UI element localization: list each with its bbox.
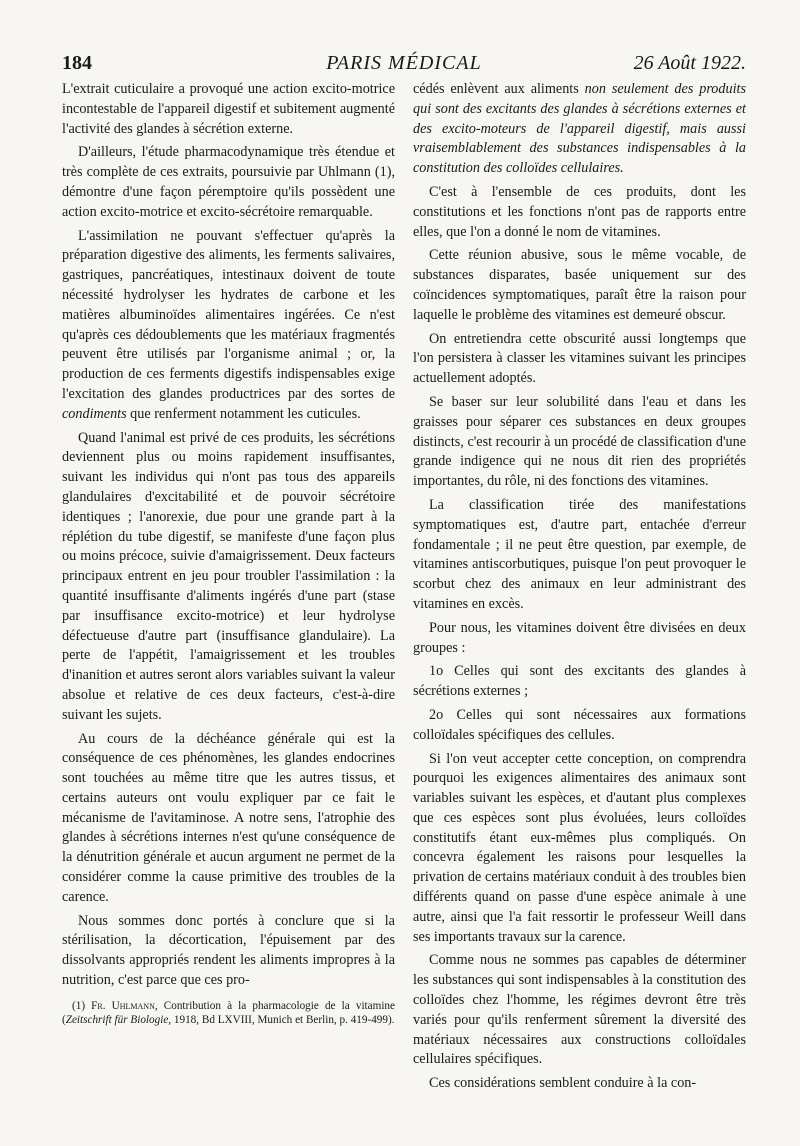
emphasis: non seulement des produits qui sont des excitants des glandes à sécrétions externes et des excito-moteurs de l'appareil digestif, mais aussi vraisemblablement des substances indispensables à la constitution des colloïdes cellulaires. <box>413 81 746 177</box>
paragraph: D'ailleurs, l'étude pharmacodynamique très étendue et très complète de ces extraits, poursuivie par Uhlmann (1), démontre d'une façon péremptoire qu'ils possèdent une action excito-motrice et excito-sécrétoire remarquable. <box>62 144 395 220</box>
issue-date: 26 Août 1922. <box>633 52 746 74</box>
left-column <box>62 80 395 1098</box>
paragraph: On entretiendra cette obscurité aussi longtemps que l'on persistera à classer les vitamines suivant les principes actuellement adoptés. <box>413 330 746 387</box>
footnote-author: Fr. Uhlmann <box>91 999 155 1012</box>
right-column <box>413 80 746 1098</box>
paragraph: L'assimilation ne pouvant s'effectuer qu'après la préparation digestive des aliments, les ferments salivaires, gastriques, pancréatiques, intestinaux doivent de toute nécessité hydrolyser les hydrates de carbone et les matières albuminoïdes alimentaires ingérées. Ce n'est qu'après ces dédoublements que les matériaux fragmentés peuvent être utilisés par l'organisme animal ; or, la production de ces ferments digestifs indispensables exige l'excitation des glandes productrices par des sortes de condiments que renferment notamment les cuticules. <box>62 227 395 422</box>
paragraph: Comme nous ne sommes pas capables de déterminer les substances qui sont indispensables à la constitution des colloïdes chez l'homme, les régimes devront être très variés pour qu'ils renferment sûrement la diversité des matériaux nécessaires aux constructions colloïdales cellulaires spécifiques. <box>413 952 746 1068</box>
paragraph: La classification tirée des manifestations symptomatiques est, d'autre part, entachée d'erreur fondamentale ; il ne peut être question, par exemple, de vitamines antiscorbutiques, puisque l'on peut provoquer le scorbut chez des animaux en leur administrant des vitamines en excès. <box>413 496 746 612</box>
paragraph: Pour nous, les vitamines doivent être divisées en deux groupes : <box>413 619 746 656</box>
paragraph: Ces considérations semblent conduire à la con- <box>429 1075 697 1092</box>
paragraph: L'extrait cuticulaire a provoqué une action excito-motrice incontestable de l'appareil digestif et subitement augmenté l'activité des glandes à sécrétion externe. <box>62 81 395 137</box>
paragraph: Au cours de la déchéance générale qui est la conséquence de ces phénomènes, les glandes endocrines sont touchées au même titre que les autres tissus, et certains auteurs ont voulu expliquer par ce fait le mécanisme de l'avitaminose. A notre sens, l'atrophie des glandes à sécrétions internes n'est qu'une conséquence de la dénutrition générale et aucun argument ne permet de la considérer comme la cause primitive des troubles de la carence. <box>62 730 395 905</box>
body-columns <box>62 80 746 1098</box>
footnote-source: Zeitschrift für Biologie <box>65 1013 169 1026</box>
list-item: 2o Celles qui sont nécessaires aux formations colloïdales spécifiques des cellules. <box>413 706 746 743</box>
page-number: 184 <box>62 52 92 74</box>
list-item: 1o Celles qui sont des excitants des glandes à sécrétions externes ; <box>413 663 746 700</box>
paragraph: Se baser sur leur solubilité dans l'eau et dans les graisses pour séparer ces substances en deux groupes distincts, c'est recourir à un procédé de classification d'une grande indigence qui ne nous dit rien des propriétés importantes, du rôle, ni des fonctions des vitamines. <box>413 393 746 490</box>
paragraph: Si l'on veut accepter cette conception, on comprendra pourquoi les exigences alimentaires des animaux sont variables suivant les espèces, et d'autant plus complexes que ces espèces sont plus évoluées, leurs colloïdes constitutifs étant eux-mêmes plus compliqués. On concevra également les raisons pour lesquelles la privation de certains matériaux conduit à des troubles bien différents quand on passe d'une espèce animale à une autre, ainsi que l'a fait ressortir le professeur Weill dans ses importants travaux sur la carence. <box>413 750 746 945</box>
emphasis: condiments <box>62 405 127 422</box>
paragraph: Cette réunion abusive, sous le même vocable, de substances disparates, basée uniquement sur des coïncidences symptomatiques, paraît être la raison pour laquelle le problème des vitamines est demeuré obscur. <box>413 247 746 323</box>
running-header <box>62 52 746 78</box>
paragraph: C'est à l'ensemble de ces produits, dont les constitutions et les fonctions n'ont pas de rapports entre elles, que l'on a donné le nom de vitamines. <box>413 183 746 240</box>
footnote: (1) Fr. Uhlmann, Contribution à la pharmacologie de la vitamine (Zeitschrift für Biologie, 1918, Bd LXVIII, Munich et Berlin, p. 419-499). <box>62 999 395 1026</box>
paragraph: cédés enlèvent aux aliments non seulement des produits qui sont des excitants des glandes à sécrétions externes et des excito-moteurs de l'appareil digestif, mais aussi vraisemblablement des substances indispensables à la constitution des colloïdes cellulaires. <box>413 81 746 177</box>
journal-title: PARIS MÉDICAL <box>326 52 482 74</box>
paragraph: Quand l'animal est privé de ces produits, les sécrétions deviennent plus ou moins rapidement insuffisantes, suivant les individus qui n'ont pas tous des appareils glandulaires d'excitabilité et de pouvoir sécrétoire identiques ; l'anorexie, due pour une grande part à la réplétion du tube digestif, se manifeste d'une façon plus ou moins précoce, suivie d'amaigrissement. Deux facteurs principaux entrent en jeu pour troubler l'assimilation : la quantité insuffisante d'aliments ingérés d'une part (stase par insuffisance excito-motrice) et leur hydrolyse défectueuse d'autre part (insuffisance glandulaire). La perte de l'appétit, l'amaigrissement et les troubles d'inanition et autres seront alors variables suivant la valeur absolue et relative de ces deux facteurs, c'est-à-dire suivant les sujets. <box>62 429 395 723</box>
paragraph: Nous sommes donc portés à conclure que si la stérilisation, la décortication, l'épuisement par des dissolvants appropriés rendent les aliments impropres à la nutrition, c'est parce que ces pro- <box>62 912 395 989</box>
